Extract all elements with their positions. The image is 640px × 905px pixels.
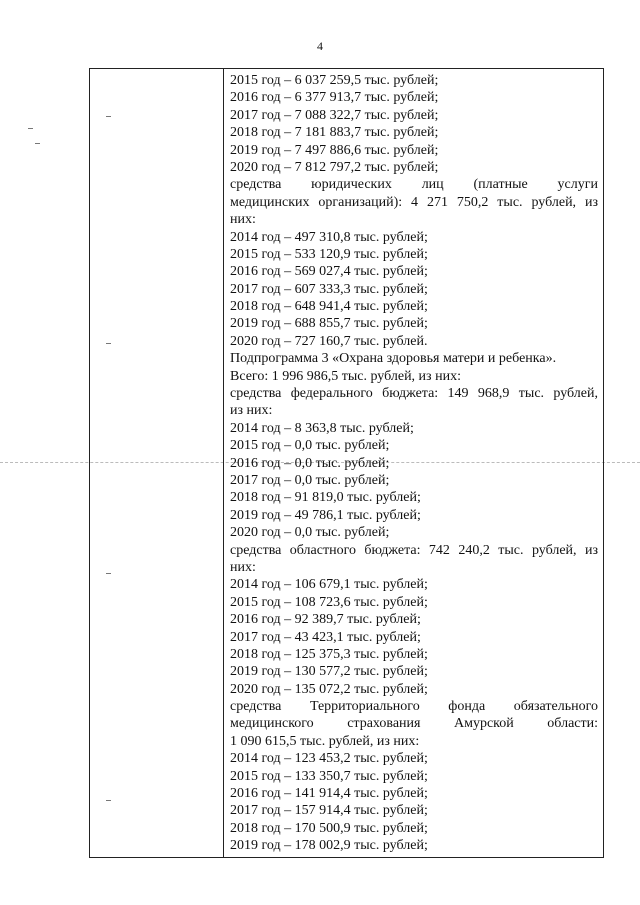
scan-mark: [35, 143, 40, 144]
text-line: 2017 год – 0,0 тыс. рублей;: [230, 472, 390, 488]
column-divider: [223, 69, 224, 857]
text-line: 2017 год – 43 423,1 тыс. рублей;: [230, 629, 421, 645]
text-line: 2020 год – 0,0 тыс. рублей;: [230, 525, 390, 541]
text-line: 2014 год – 497 310,8 тыс. рублей;: [230, 229, 428, 245]
text-line: 2019 год – 178 002,9 тыс. рублей;: [230, 838, 428, 854]
text-line: 2018 год – 91 819,0 тыс. рублей;: [230, 490, 421, 506]
text-line: 2018 год – 648 941,4 тыс. рублей;: [230, 299, 428, 315]
text-line: средства юридических лиц (платные услуги: [230, 177, 598, 193]
text-line: медицинского страхования Амурской области:: [230, 716, 598, 732]
text-line: 2015 год – 6 037 259,5 тыс. рублей;: [230, 73, 439, 88]
text-line: 2014 год – 123 453,2 тыс. рублей;: [230, 751, 428, 767]
text-line: 2015 год – 0,0 тыс. рублей;: [230, 438, 390, 454]
text-line: 2019 год – 688 855,7 тыс. рублей;: [230, 316, 428, 332]
text-line: 2016 год – 0,0 тыс. рублей;: [230, 455, 390, 471]
subprogram-heading: Подпрограмма 3 «Охрана здоровья матери и ребенка».: [230, 351, 557, 367]
text-line: 2018 год – 125 375,3 тыс. рублей;: [230, 646, 428, 662]
financing-text: [230, 72, 598, 855]
text-line: них:: [230, 559, 256, 575]
text-line: средства Территориального фонда обязательного: [230, 699, 598, 715]
scan-mark: [106, 116, 111, 117]
text-line: 2020 год – 727 160,7 тыс. рублей.: [230, 333, 428, 349]
text-line: 2017 год – 607 333,3 тыс. рублей;: [230, 281, 428, 297]
text-line: 2019 год – 7 497 886,6 тыс. рублей;: [230, 142, 439, 158]
text-line: 2015 год – 133 350,7 тыс. рублей;: [230, 768, 428, 784]
text-line: 2016 год – 141 914,4 тыс. рублей;: [230, 786, 428, 802]
scan-mark: [106, 343, 111, 344]
text-line: 2018 год – 7 181 883,7 тыс. рублей;: [230, 125, 439, 141]
text-line: 2019 год – 49 786,1 тыс. рублей;: [230, 507, 421, 523]
text-line: 2020 год – 7 812 797,2 тыс. рублей;: [230, 159, 439, 175]
text-line: 2017 год – 7 088 322,7 тыс. рублей;: [230, 107, 439, 123]
text-line: 2017 год – 157 914,4 тыс. рублей;: [230, 803, 428, 819]
text-line: 2016 год – 92 389,7 тыс. рублей;: [230, 612, 421, 628]
scan-mark: [106, 573, 111, 574]
page-number: 4: [317, 39, 323, 53]
text-line: средства федерального бюджета: 149 968,9 тыс. рублей,: [230, 386, 598, 402]
text-line: 1 090 615,5 тыс. рублей, из них:: [230, 733, 420, 749]
text-line: 2016 год – 6 377 913,7 тыс. рублей;: [230, 90, 439, 106]
text-line: Всего: 1 996 986,5 тыс. рублей, из них:: [230, 368, 461, 384]
text-line: 2015 год – 108 723,6 тыс. рублей;: [230, 594, 428, 610]
text-line: 2014 год – 106 679,1 тыс. рублей;: [230, 577, 428, 593]
text-line: них:: [230, 212, 256, 228]
text-line: 2019 год – 130 577,2 тыс. рублей;: [230, 664, 428, 680]
text-line: медицинских организаций): 4 271 750,2 тыс. рублей, из: [230, 194, 598, 210]
text-line: 2015 год – 533 120,9 тыс. рублей;: [230, 246, 428, 262]
text-line: 2014 год – 8 363,8 тыс. рублей;: [230, 420, 414, 436]
financing-table: [89, 68, 604, 858]
text-line: 2018 год – 170 500,9 тыс. рублей;: [230, 820, 428, 836]
text-line: средства областного бюджета: 742 240,2 тыс. рублей, из: [230, 542, 598, 558]
text-line: из них:: [230, 403, 273, 419]
text-line: 2016 год – 569 027,4 тыс. рублей;: [230, 264, 428, 280]
text-line: 2020 год – 135 072,2 тыс. рублей;: [230, 681, 428, 697]
scan-mark: [28, 128, 33, 129]
scan-mark: [106, 800, 111, 801]
